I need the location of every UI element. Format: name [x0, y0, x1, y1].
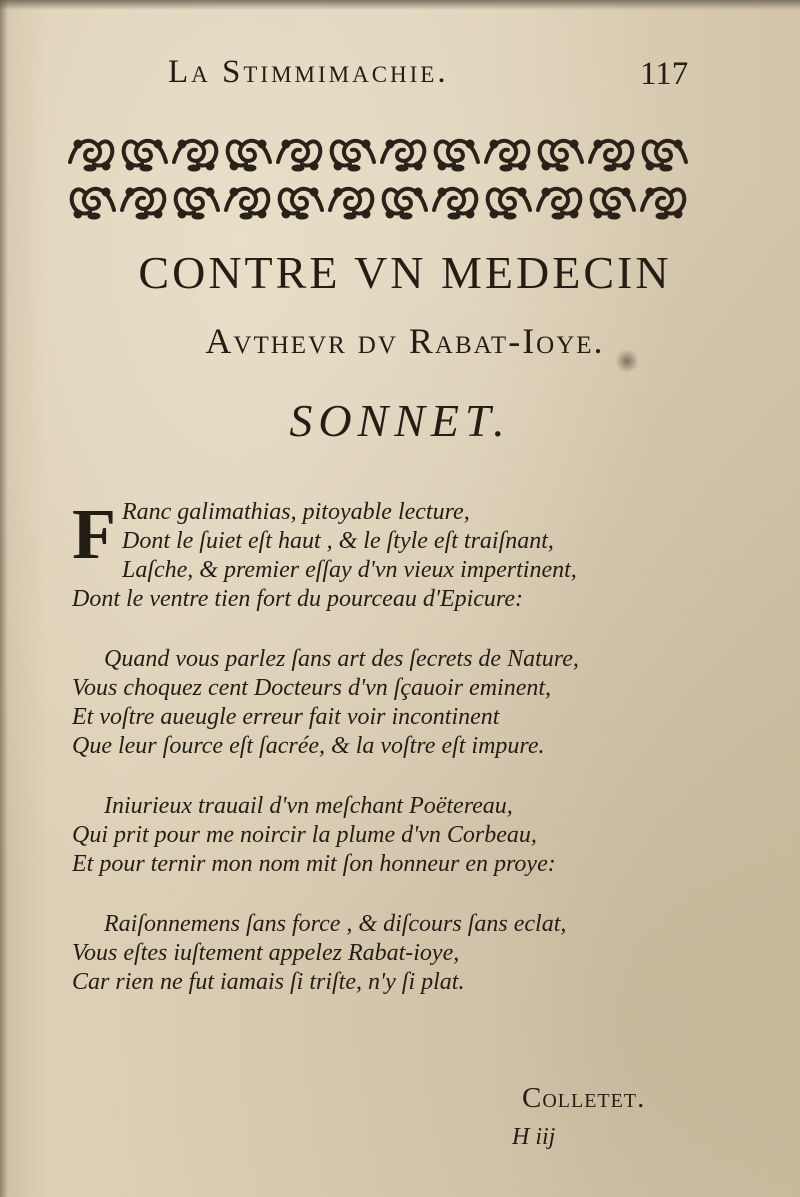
- stanza-3: [72, 792, 712, 879]
- fleuron-ornament: [434, 188, 476, 219]
- fleuron-ornament: [176, 188, 218, 219]
- fleuron-ornament: [644, 140, 686, 171]
- fleuron-ornament: [382, 140, 424, 171]
- fleuron-ornament: [436, 140, 478, 171]
- fleuron-ornament: [538, 188, 580, 219]
- stanza-4: [72, 910, 712, 997]
- author-signature: Colletet.: [522, 1082, 646, 1114]
- poem-line: Raiſonnemens ſans force , & diſcours ſans eclat,: [104, 911, 567, 937]
- fleuron-ornament: [332, 140, 374, 171]
- sonnet-poem: [72, 494, 712, 997]
- fleuron-ornament: [226, 188, 268, 219]
- poem-line: Car rien ne fut iamais ſi triſte, n'y ſi plat.: [72, 969, 465, 995]
- fleuron-ornament: [174, 140, 216, 171]
- fleuron-ornament: [122, 188, 164, 219]
- ink-stain: [616, 348, 638, 374]
- ornamental-headpiece: [66, 128, 690, 228]
- fleuron-ornament: [642, 188, 684, 219]
- poem-line: Dont le ventre tien fort du pourceau d'Epicure:: [72, 586, 524, 612]
- fleuron-ornament: [72, 188, 114, 219]
- fleuron-ornament: [278, 140, 320, 171]
- signature-mark: H iij: [512, 1124, 556, 1150]
- fleuron-ornament: [540, 140, 582, 171]
- poem-line: Ranc galimathias, pitoyable lecture,: [121, 499, 470, 525]
- page-gutter-shadow: [0, 0, 8, 1197]
- poem-line: Quand vous parlez ſans art des ſecrets de Nature,: [104, 646, 579, 672]
- page-number: 117: [640, 56, 689, 92]
- fleuron-ornament: [124, 140, 166, 171]
- fleuron-ornament: [280, 188, 322, 219]
- fleuron-ornament: [590, 140, 632, 171]
- page-top-edge: [0, 0, 800, 10]
- poem-line: Et voſtre aueugle erreur fait voir incontinent: [72, 704, 500, 730]
- stanza-2: [72, 645, 712, 761]
- fleuron-ornament: [592, 188, 634, 219]
- poem-line: Laſche, & premier eſſay d'vn vieux impertinent,: [121, 557, 577, 583]
- fleuron-ornament: [228, 140, 270, 171]
- drop-cap: F: [72, 494, 116, 574]
- poem-line: Iniurieux trauail d'vn meſchant Poëtereau,: [104, 793, 513, 819]
- fleuron-ornament: [488, 188, 530, 219]
- poem-line: Dont le ſuiet eſt haut , & le ſtyle eſt traiſnant,: [121, 528, 554, 554]
- fleuron-ornament: [330, 188, 372, 219]
- poem-line: Vous choquez cent Docteurs d'vn ſçauoir eminent,: [72, 675, 552, 701]
- running-title: La Stimmimachie.: [168, 54, 449, 90]
- poem-line: Vous eſtes iuſtement appelez Rabat-ioye,: [72, 940, 460, 966]
- poem-line: Et pour ternir mon nom mit ſon honneur en proye:: [72, 851, 556, 877]
- title-line-2: Avthevr dv Rabat-Ioye.: [205, 321, 605, 361]
- poem-line: Que leur ſource eſt ſacrée, & la voſtre eſt impure.: [72, 733, 545, 759]
- title-line-1: CONTRE VN MEDECIN: [138, 247, 672, 298]
- fleuron-ornament: [70, 140, 112, 171]
- poem-line: Qui prit pour me noircir la plume d'vn Corbeau,: [72, 822, 537, 848]
- fleuron-ornament: [384, 188, 426, 219]
- stanza-1: [72, 494, 712, 614]
- sonnet-heading: SONNET.: [289, 395, 511, 446]
- fleuron-ornament: [486, 140, 528, 171]
